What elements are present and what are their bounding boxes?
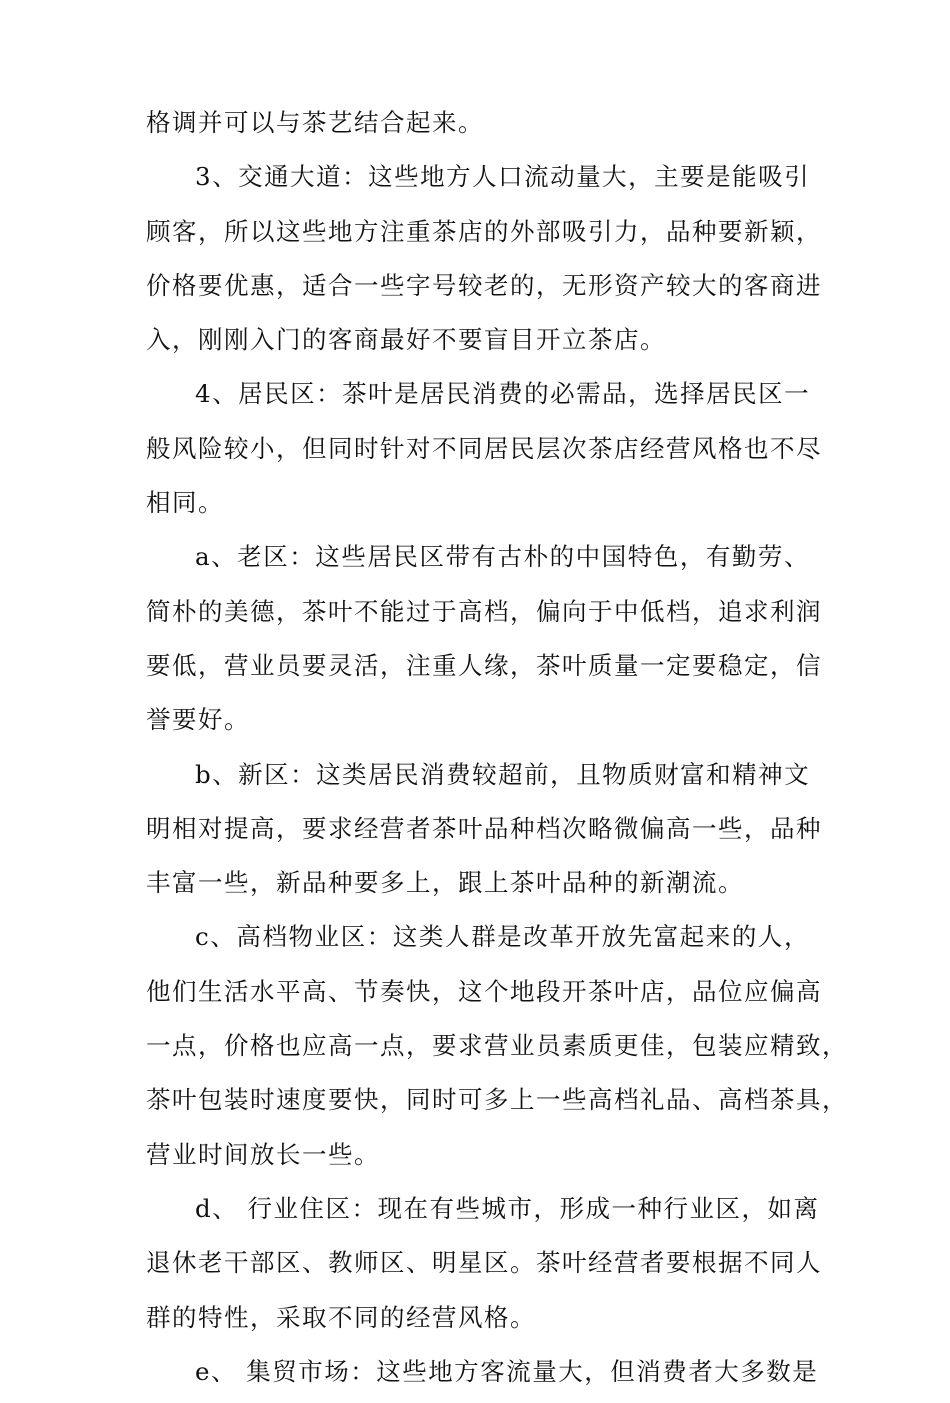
paragraph-line: 茶叶包装时速度要快，同时可多上一些高档礼品、高档茶具， bbox=[146, 1085, 848, 1115]
paragraph-line: 格调并可以与茶艺结合起来。 bbox=[146, 108, 484, 137]
paragraph-line: d、 行业住区：现在有些城市，形成一种行业区，如离 bbox=[195, 1193, 820, 1223]
paragraph-line: 丰富一些，新品种要多上，跟上茶叶品种的新潮流。 bbox=[146, 868, 744, 898]
paragraph-line: 一点，价格也应高一点，要求营业员素质更佳，包装应精致， bbox=[146, 1031, 848, 1061]
paragraph-line: b、新区：这类居民消费较超前，且物质财富和精神文 bbox=[195, 759, 811, 789]
paragraph-line: 4、居民区：茶叶是居民消费的必需品，选择居民区一 bbox=[195, 379, 811, 409]
paragraph-line: 退休老干部区、教师区、明星区。茶叶经营者要根据不同人 bbox=[146, 1248, 822, 1278]
paragraph-line: 他们生活水平高、节奏快，这个地段开茶叶店，品位应偏高 bbox=[146, 976, 822, 1006]
paragraph-line: 明相对提高，要求经营者茶叶品种档次略微偏高一些，品种 bbox=[146, 813, 822, 843]
paragraph-line: e、 集贸市场：这些地方客流量大，但消费者大多数是 bbox=[195, 1356, 819, 1386]
paragraph-line: 要低，营业员要灵活，注重人缘，茶叶质量一定要稳定，信 bbox=[146, 650, 822, 680]
paragraph-line: c、高档物业区：这类人群是改革开放先富起来的人， bbox=[195, 922, 810, 952]
paragraph-line: a、老区：这些居民区带有古朴的中国特色，有勤劳、 bbox=[195, 542, 810, 572]
paragraph-line: 营业时间放长一些。 bbox=[146, 1139, 380, 1169]
paragraph-line: 简朴的美德，茶叶不能过于高档，偏向于中低档，追求利润 bbox=[146, 596, 822, 626]
paragraph-line: 价格要优惠，适合一些字号较老的，无形资产较大的客商进 bbox=[146, 270, 822, 300]
paragraph-line: 3、交通大道：这些地方人口流动量大，主要是能吸引 bbox=[195, 162, 811, 192]
paragraph-line: 般风险较小，但同时针对不同居民层次茶店经营风格也不尽 bbox=[146, 433, 822, 463]
paragraph-line: 誉要好。 bbox=[146, 705, 250, 735]
document-body bbox=[146, 100, 848, 1403]
paragraph-line: 顾客，所以这些地方注重茶店的外部吸引力，品种要新颖， bbox=[146, 216, 822, 246]
paragraph-line: 群的特性，采取不同的经营风格。 bbox=[146, 1302, 536, 1332]
paragraph-line: 相同。 bbox=[146, 488, 224, 518]
paragraph-line: 入，刚刚入门的客商最好不要盲目开立茶店。 bbox=[146, 325, 666, 355]
